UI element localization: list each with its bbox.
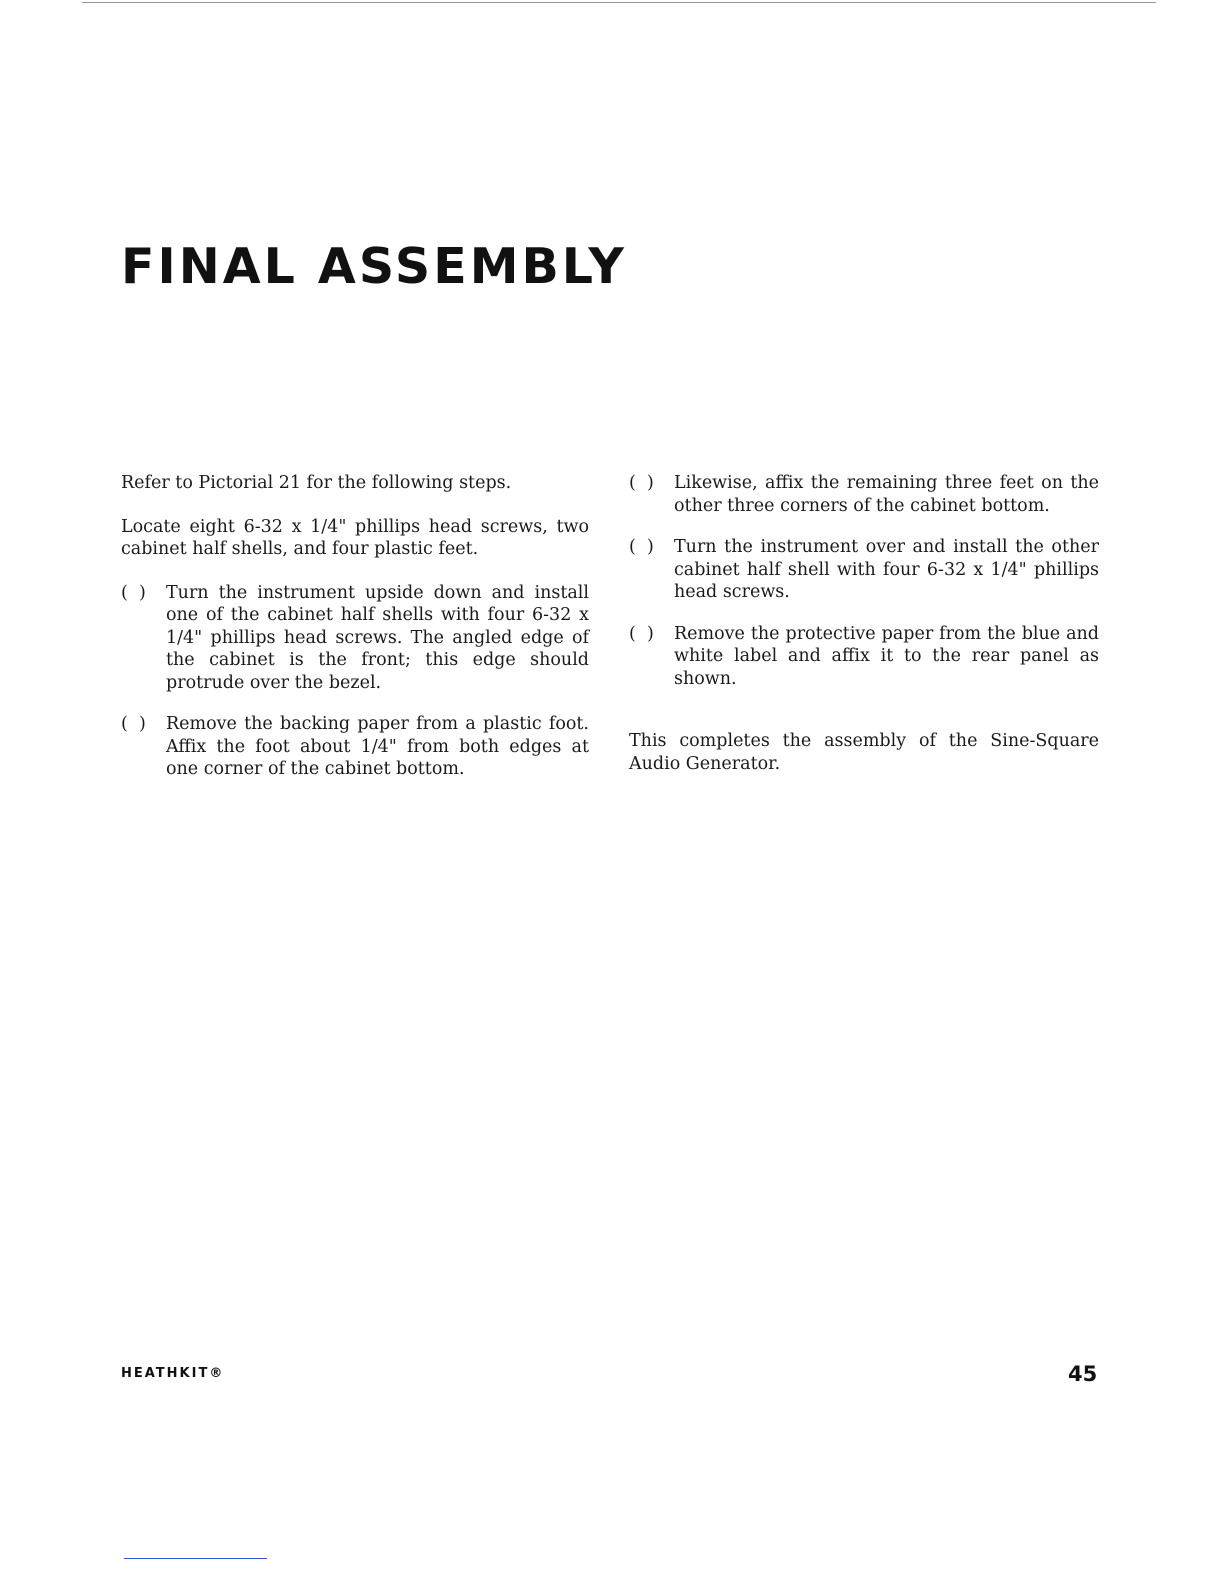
step-checkbox[interactable]: ( ) <box>121 714 146 734</box>
step-checkbox[interactable]: ( ) <box>121 582 146 603</box>
page-title: FINAL ASSEMBLY <box>121 238 627 295</box>
brand-logo: HEATHKIT® <box>121 1366 225 1381</box>
step-text: Remove the protective paper from the blue and white label and affix it to the rear panel as shown. <box>674 623 1099 689</box>
step-checkbox[interactable]: ( ) <box>629 537 654 557</box>
step-text: Likewise, affix the remaining three feet on the other three corners of the cabinet bottom. <box>674 473 1099 516</box>
step-item <box>629 623 1099 691</box>
step-text: Turn the instrument over and install the other cabinet half shell with four 6-32 x 1/4" phillips head screws. <box>674 537 1099 602</box>
bottom-rule <box>124 1558 267 1559</box>
left-column <box>121 472 589 781</box>
step-item <box>629 472 1099 517</box>
step-checkbox[interactable]: ( ) <box>629 623 654 644</box>
step-item <box>121 713 589 781</box>
intro-paragraph: Refer to Pictorial 21 for the following steps. <box>121 473 512 493</box>
top-rule <box>82 2 1156 3</box>
right-column <box>629 472 1099 775</box>
step-text: Turn the instrument upside down and install one of the cabinet half shells with four 6-32 x 1/4" phillips head screws. The angled edge of the cabinet is the front; this edge should protrude over the bezel. <box>166 582 589 693</box>
step-item <box>121 582 589 695</box>
parts-paragraph: Locate eight 6-32 x 1/4" phillips head screws, two cabinet half shells, and four plastic feet. <box>121 516 589 559</box>
step-item <box>629 536 1099 604</box>
closing-paragraph: This completes the assembly of the Sine-Square Audio Generator. <box>629 731 1099 774</box>
page-number: 45 <box>1068 1362 1098 1386</box>
step-text: Remove the backing paper from a plastic foot. Affix the foot about 1/4" from both edges at one corner of the cabinet bottom. <box>166 714 589 779</box>
step-checkbox[interactable]: ( ) <box>629 473 654 493</box>
